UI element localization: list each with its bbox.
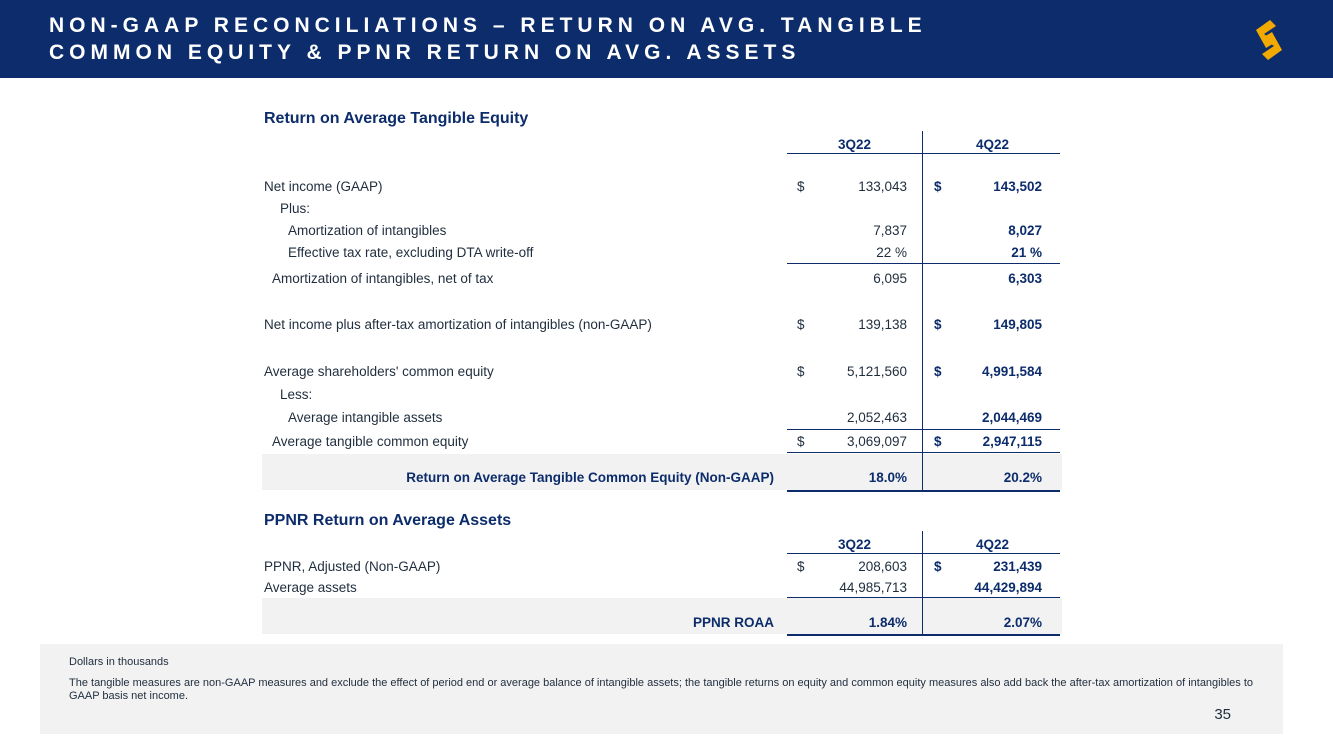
value-3q22: 22 % (876, 245, 907, 260)
rule (787, 634, 1060, 636)
footnote-definition: The tangible measures are non-GAAP measures and exclude the effect of period end or average balance of intangible assets; the tangible returns on equity and common equity measures also add back the after-tax amortization of intangibles to GAAP basis net income. (69, 677, 1254, 702)
row-label: Average intangible assets (288, 410, 443, 425)
footnote-box (40, 644, 1283, 734)
row-label: Average assets (264, 580, 357, 595)
rule (787, 597, 1060, 598)
value-3q22: 139,138 (858, 317, 907, 332)
value-4q22: 21 % (1011, 245, 1042, 260)
row-label: Amortization of intangibles, net of tax (272, 271, 494, 286)
value-3q22: 5,121,560 (846, 364, 907, 379)
row-label: Net income plus after-tax amortization of intangibles (non-GAAP) (264, 317, 652, 332)
total-label: PPNR ROAA (692, 615, 774, 630)
row-label: Amortization of intangibles (288, 223, 447, 238)
currency-symbol: $ (934, 559, 942, 574)
value-4q22: 2,947,115 (982, 434, 1042, 449)
table2-col-4q22: 4Q22 (975, 537, 1010, 552)
table-row-total (262, 615, 1062, 635)
row-label: Average shareholders' common equity (264, 364, 494, 379)
slide-title: NON-GAAP RECONCILIATIONS – RETURN ON AVG. TANGIBLE COMMON EQUITY & PPNR RETURN ON AVG. ASSETS (49, 14, 927, 64)
currency-symbol: $ (934, 364, 942, 379)
value-4q22: 143,502 (993, 179, 1042, 194)
value-3q22: 3,069,097 (846, 434, 907, 449)
currency-symbol: $ (797, 317, 805, 332)
currency-symbol: $ (934, 317, 942, 332)
value-3q22: 208,603 (858, 559, 907, 574)
table2-col-3q22: 3Q22 (837, 537, 872, 552)
currency-symbol: $ (934, 434, 942, 449)
value-4q22: 8,027 (1008, 223, 1042, 238)
total-label: Return on Average Tangible Common Equity (Non-GAAP) (406, 470, 774, 485)
currency-symbol: $ (934, 179, 942, 194)
total-3q22: 1.84% (868, 615, 907, 630)
value-3q22: 7,837 (873, 223, 907, 238)
total-4q22: 2.07% (1003, 615, 1042, 630)
row-label: Net income (GAAP) (264, 179, 383, 194)
value-4q22: 4,991,584 (981, 364, 1042, 379)
footnote-units: Dollars in thousands (69, 656, 169, 668)
value-4q22: 2,044,469 (981, 410, 1042, 425)
currency-symbol: $ (797, 434, 805, 449)
total-3q22: 18.0% (868, 470, 907, 485)
total-4q22: 20.2% (1003, 470, 1042, 485)
row-label: Average tangible common equity (272, 434, 469, 449)
value-4q22: 231,439 (993, 559, 1042, 574)
table-row (262, 559, 1062, 579)
table1-title: Return on Average Tangible Equity (264, 110, 529, 127)
page-number: 35 (1214, 706, 1231, 723)
row-label: Less: (280, 387, 313, 402)
table2-title: PPNR Return on Average Assets (264, 512, 512, 529)
currency-symbol: $ (797, 559, 805, 574)
value-4q22: 149,805 (993, 317, 1042, 332)
row-label: Effective tax rate, excluding DTA write-off (288, 245, 534, 260)
table1-col-3q22: 3Q22 (837, 137, 872, 152)
value-3q22: 44,985,713 (839, 580, 907, 595)
row-label: Plus: (280, 201, 311, 216)
value-3q22: 2,052,463 (846, 410, 907, 425)
currency-symbol: $ (797, 179, 805, 194)
value-4q22: 44,429,894 (974, 580, 1042, 595)
table2 (262, 0, 1062, 749)
value-3q22: 6,095 (873, 271, 907, 286)
currency-symbol: $ (797, 364, 805, 379)
company-logo-icon (1252, 18, 1286, 62)
table2-header-underline (787, 553, 1060, 554)
table1-col-4q22: 4Q22 (975, 137, 1010, 152)
value-4q22: 6,303 (1008, 271, 1042, 286)
value-3q22: 133,043 (858, 179, 907, 194)
row-label: PPNR, Adjusted (Non-GAAP) (264, 559, 441, 574)
